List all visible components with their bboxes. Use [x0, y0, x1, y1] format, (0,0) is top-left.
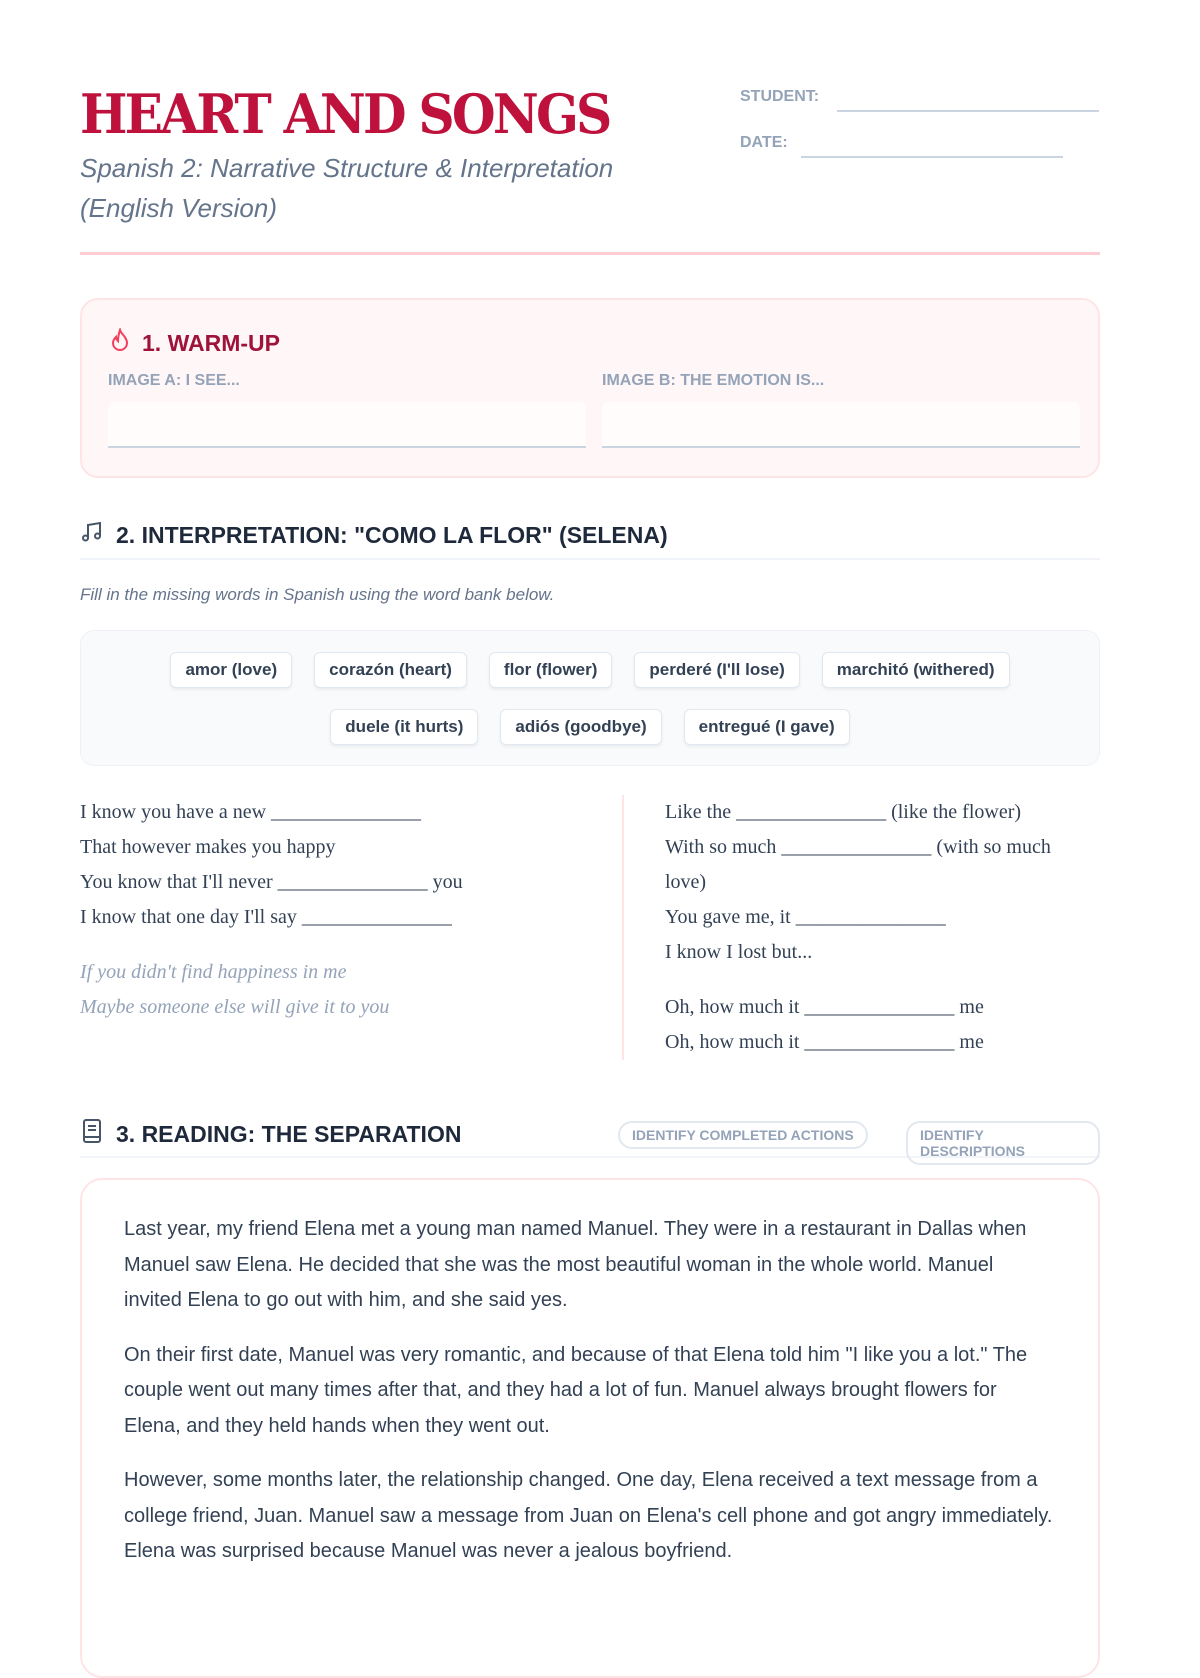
lyric-line: Like the _______________ (like the flower) [665, 801, 1022, 823]
lyrics-left [80, 795, 600, 1025]
date-field[interactable] [740, 134, 788, 152]
word-bank [80, 630, 1100, 766]
image-b-input[interactable] [602, 402, 1080, 448]
paragraph: On their first date, Manuel was very romantic, and because of that Elena told him "I like you a lot." The couple went out many times after that, and they had a lot of fun. Manuel always brought flowers for Elena, and they held hands when they went out. [124, 1343, 1028, 1437]
lyric-line: Maybe someone else will give it to you [80, 996, 390, 1018]
lyrics-right [665, 795, 1085, 1060]
tag-descriptions: IDENTIFY DESCRIPTIONS [906, 1121, 1100, 1165]
warmup-section [80, 298, 1100, 478]
word-chip: marchitó (withered) [822, 652, 1010, 688]
lyric-line: That however makes you happy [80, 836, 336, 858]
image-a-label: IMAGE A: I SEE... [108, 372, 240, 389]
paragraph: However, some months later, the relationship changed. One day, Elena received a text message from a college friend, Juan. Manuel saw a message from Juan on Elena's cell phone and got angry immediately. Elena was surprised because Manuel was never a jealous boyfriend. [124, 1469, 1053, 1562]
worksheet-header [80, 0, 1100, 255]
tag-completed-actions: IDENTIFY COMPLETED ACTIONS [618, 1121, 868, 1149]
word-chip: amor (love) [170, 652, 292, 688]
flame-icon [110, 328, 130, 358]
word-chip: corazón (heart) [314, 652, 467, 688]
lyric-line: I know that one day I'll say _______________ [80, 906, 452, 928]
paragraph: Last year, my friend Elena met a young man named Manuel. They were in a restaurant in Dallas when Manuel saw Elena. He decided that she was the most beautiful woman in the whole world. Manuel invited Elena to go out with him, and she said yes. [124, 1218, 1027, 1311]
image-b-field[interactable] [602, 372, 1080, 448]
lyric-line: You know that I'll never _______________ you [80, 871, 463, 893]
lyric-line: You gave me, it _______________ [665, 906, 946, 928]
student-label: STUDENT: [740, 88, 820, 105]
interpretation-title: 2. INTERPRETATION: "COMO LA FLOR" (SELENA) [116, 521, 668, 548]
instructions: Fill in the missing words in Spanish using the word bank below. [80, 585, 555, 604]
word-chip: perderé (I'll lose) [634, 652, 799, 688]
date-label: DATE: [740, 134, 788, 151]
column-divider [622, 795, 624, 1060]
image-a-input[interactable] [108, 402, 586, 448]
word-chip: duele (it hurts) [330, 709, 478, 745]
image-a-field[interactable] [108, 372, 586, 448]
document-icon [80, 1118, 104, 1150]
word-chip: adiós (goodbye) [500, 709, 661, 745]
lyric-line: I know you have a new _______________ [80, 801, 422, 823]
lyric-line: Oh, how much it _______________ me [665, 1031, 984, 1053]
image-b-label: IMAGE B: THE EMOTION IS... [602, 372, 825, 389]
lyric-line: With so much _______________ (with so much love) [665, 836, 1051, 893]
music-note-icon [80, 520, 104, 550]
reading-passage [80, 1178, 1100, 1678]
word-chip: flor (flower) [489, 652, 613, 688]
reading-title: 3. READING: THE SEPARATION [116, 1120, 462, 1147]
page-title: HEART AND SONGS [80, 82, 610, 146]
lyric-line: If you didn't find happiness in me [80, 961, 347, 983]
lyric-line: I know I lost but... [665, 941, 813, 963]
word-chip: entregué (I gave) [684, 709, 850, 745]
lyric-line: Oh, how much it _______________ me [665, 996, 984, 1018]
warmup-title: 1. WARM-UP [142, 329, 280, 356]
student-field[interactable] [740, 88, 819, 106]
page-subtitle: Spanish 2: Narrative Structure & Interpretation (English Version) [80, 153, 614, 223]
